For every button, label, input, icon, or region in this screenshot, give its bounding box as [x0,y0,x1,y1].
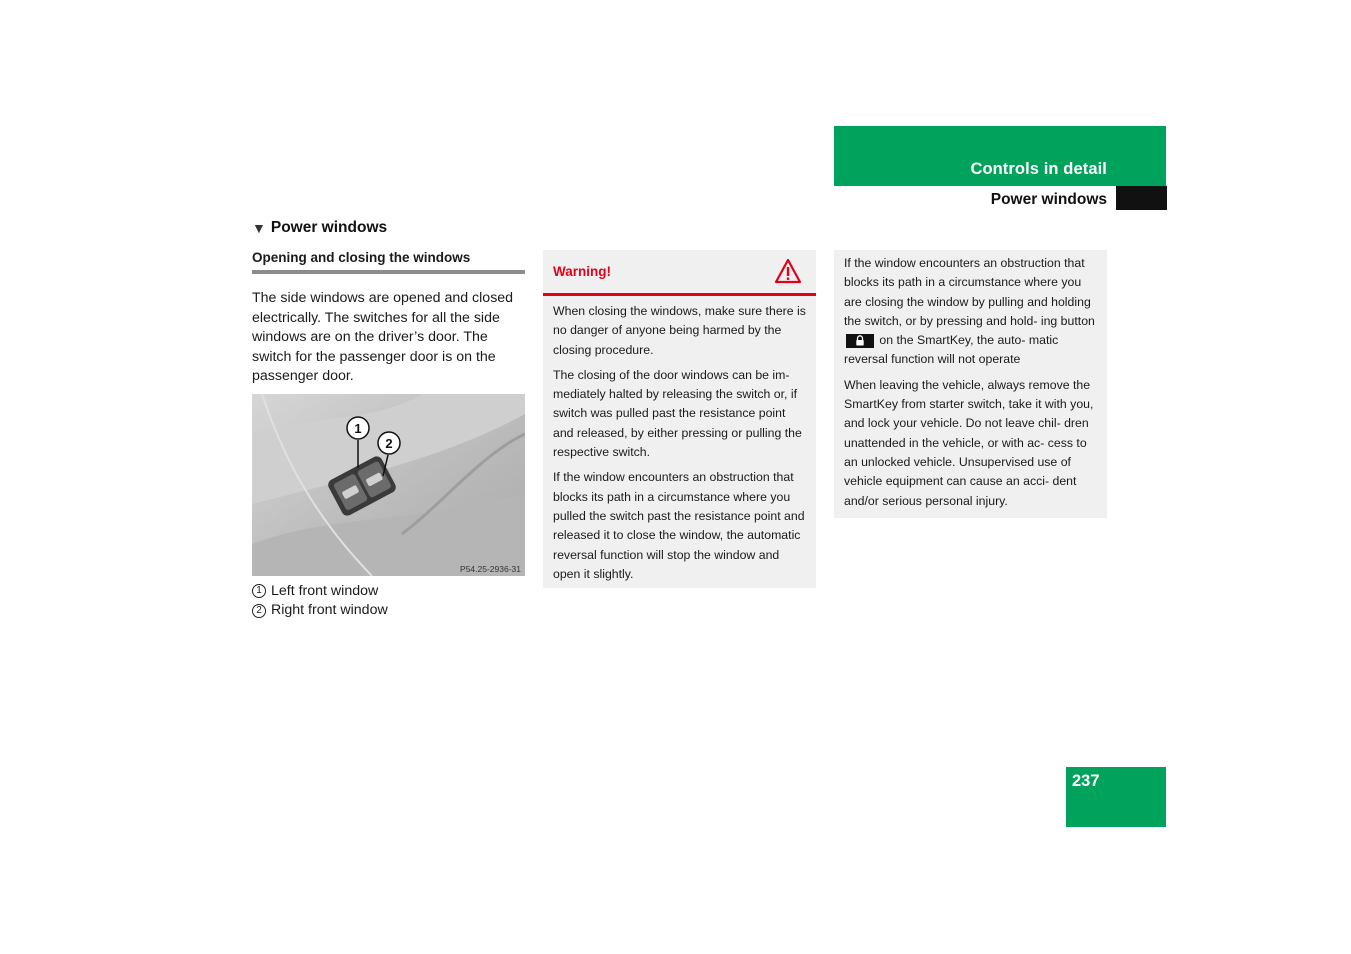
header-subtitle: Power windows [990,191,1107,208]
photo-reference: P54.25-2936-31 [460,563,521,574]
legend-item [252,582,525,602]
warning-title: Warning! [553,264,611,279]
legend-item [252,601,525,621]
section-title-text: Power windows [270,219,388,236]
legend-number: 2 [252,604,266,618]
callout-1-label: 1 [354,420,362,436]
legend-number: 1 [252,584,266,598]
figure-legend [252,582,525,621]
page-number: 237 [1072,772,1100,790]
note-paragraph [844,254,1097,370]
note-paragraph: When leaving the vehicle, always remove the SmartKey from starter switch, take it with you, and lock your vehicle. Do not leave chil- dren unattended in the vehicle, or with ac- cess to an unlocked vehicle. Unsupervised use of vehicle equipment can cause an acci- dent and/or serious personal injury. [844,377,1094,508]
window-switch-photo [252,394,525,576]
warning-triangle-icon [774,258,802,284]
warning-box [543,250,816,588]
lock-icon [846,334,874,348]
note-text-after: on the SmartKey, the auto- matic reversal function will not operate [844,333,1059,367]
legend-label: Left front window [271,582,379,599]
section-title [252,219,525,237]
warning-paragraph: If the window encounters an obstruction that blocks its path in a circumstance where you pulled the switch past the resistance point and released it to close the window, the automatic reversal function will stop the window and open it slightly. [553,470,805,581]
section-triangle-icon: ▼ [252,220,266,236]
page-number-box [1066,767,1166,827]
note-text-before: If the window encounters an obstruction that blocks its path in a circumstance where you are closing the window by pulling and holding the switch, or by pressing and hold- ing button [844,256,1095,328]
legend-label: Right front window [271,602,388,618]
header-marker [1116,186,1167,210]
note-box [834,250,1107,518]
main-column [252,219,525,621]
photo-illustration [252,394,525,576]
warning-body [543,296,816,584]
header-band [834,126,1166,186]
callout-2-label: 2 [385,435,393,451]
warning-paragraph: When closing the windows, make sure there is no danger of anyone being harmed by the closing procedure. [553,304,806,357]
intro-text: The side windows are opened and closed electrically. The switches for all the side windows are on the driver’s door. The switch for the passenger door is on the passenger door. [252,290,514,384]
note-body [834,250,1107,511]
warning-paragraph: The closing of the door windows can be im- mediately halted by releasing the switch or, if switch was pulled past the resistance point and released, by either pressing or pulling the respective switch. [553,367,802,460]
warning-header [543,250,816,296]
subheading: Opening and closing the windows [252,250,525,274]
header-title: Controls in detail [970,160,1107,178]
